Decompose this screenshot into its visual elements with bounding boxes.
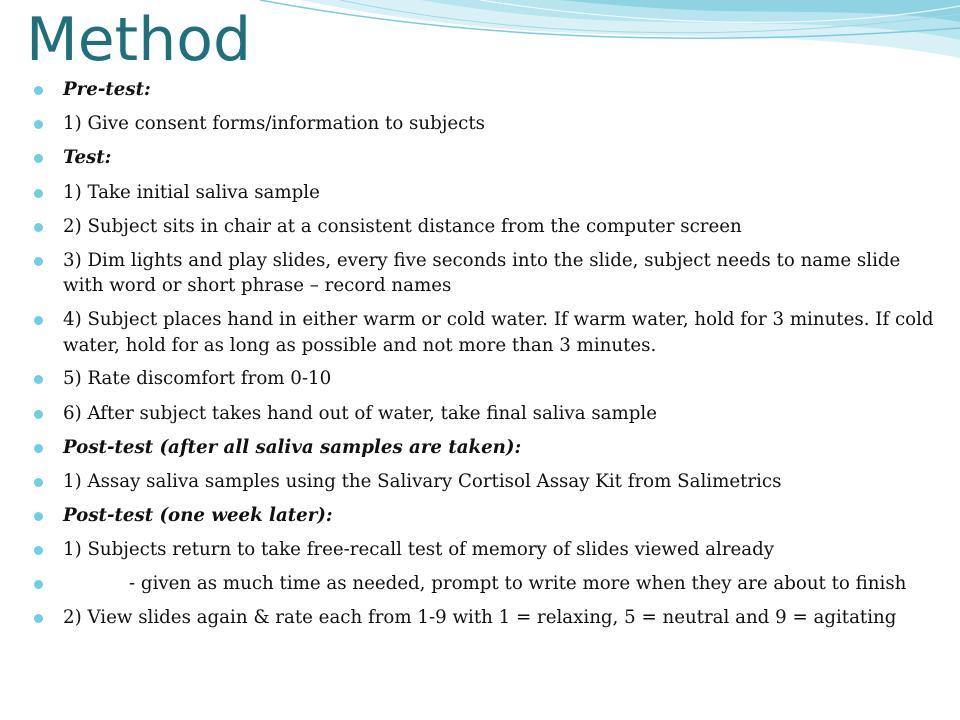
bullet-text: 2) Subject sits in chair at a consistent distance from the computer screen <box>63 215 742 237</box>
slide-title: Method <box>26 5 252 75</box>
bullet-dot-icon <box>34 223 43 232</box>
bullet-item <box>34 214 934 240</box>
bullet-text: Test: <box>63 147 112 169</box>
bullet-text: 3) Dim lights and play slides, every five seconds into the slide, subject needs to name slide with word or short phrase – record names <box>63 249 901 297</box>
bullet-item <box>34 77 934 103</box>
bullet-dot-icon <box>34 257 43 266</box>
bullet-dot-icon <box>34 546 43 555</box>
bullet-text: 1) Give consent forms/information to subjects <box>63 113 485 135</box>
bullet-dot-icon <box>34 512 43 521</box>
bullet-text: 1) Take initial saliva sample <box>63 181 320 203</box>
bullet-item <box>34 307 934 358</box>
bullet-item <box>34 503 934 529</box>
bullet-item <box>34 366 934 392</box>
bullet-text: Pre-test: <box>63 79 151 100</box>
bullet-item <box>34 435 934 461</box>
bullet-text: 1) Subjects return to take free-recall test of memory of slides viewed already <box>63 539 775 561</box>
bullet-item <box>34 180 934 206</box>
bullet-item <box>34 401 934 427</box>
bullet-dot-icon <box>34 444 43 453</box>
bullet-dot-icon <box>34 580 43 589</box>
bullet-item <box>34 111 934 137</box>
bullet-dot-icon <box>34 154 43 163</box>
bullet-item <box>34 145 934 171</box>
bullet-item <box>34 605 934 631</box>
bullet-item <box>34 571 934 597</box>
bullet-text: 1) Assay saliva samples using the Salivary Cortisol Assay Kit from Salimetrics <box>63 470 782 492</box>
bullet-dot-icon <box>34 614 43 623</box>
bullet-dot-icon <box>34 316 43 325</box>
bullet-text: Post-test (one week later): <box>63 505 333 527</box>
bullet-text: Post-test (after all saliva samples are taken): <box>63 436 522 458</box>
bullet-list <box>34 77 934 639</box>
bullet-item <box>34 248 934 299</box>
bullet-dot-icon <box>34 375 43 384</box>
bullet-item <box>34 537 934 563</box>
bullet-dot-icon <box>34 410 43 419</box>
bullet-text: 2) View slides again & rate each from 1-9 with 1 = relaxing, 5 = neutral and 9 = agitating <box>63 607 897 629</box>
bullet-text: 6) After subject takes hand out of water, take final saliva sample <box>63 402 657 424</box>
bullet-text: - given as much time as needed, prompt to write more when they are about to finish <box>129 573 907 595</box>
bullet-dot-icon <box>34 478 43 487</box>
bullet-text: 5) Rate discomfort from 0-10 <box>63 368 332 390</box>
bullet-text: 4) Subject places hand in either warm or cold water. If warm water, hold for 3 minutes. If cold water, hold for as long as possible and not more than 3 minutes. <box>63 309 934 356</box>
bullet-item <box>34 469 934 495</box>
bullet-dot-icon <box>34 120 43 129</box>
bullet-dot-icon <box>34 189 43 198</box>
bullet-dot-icon <box>34 86 43 95</box>
